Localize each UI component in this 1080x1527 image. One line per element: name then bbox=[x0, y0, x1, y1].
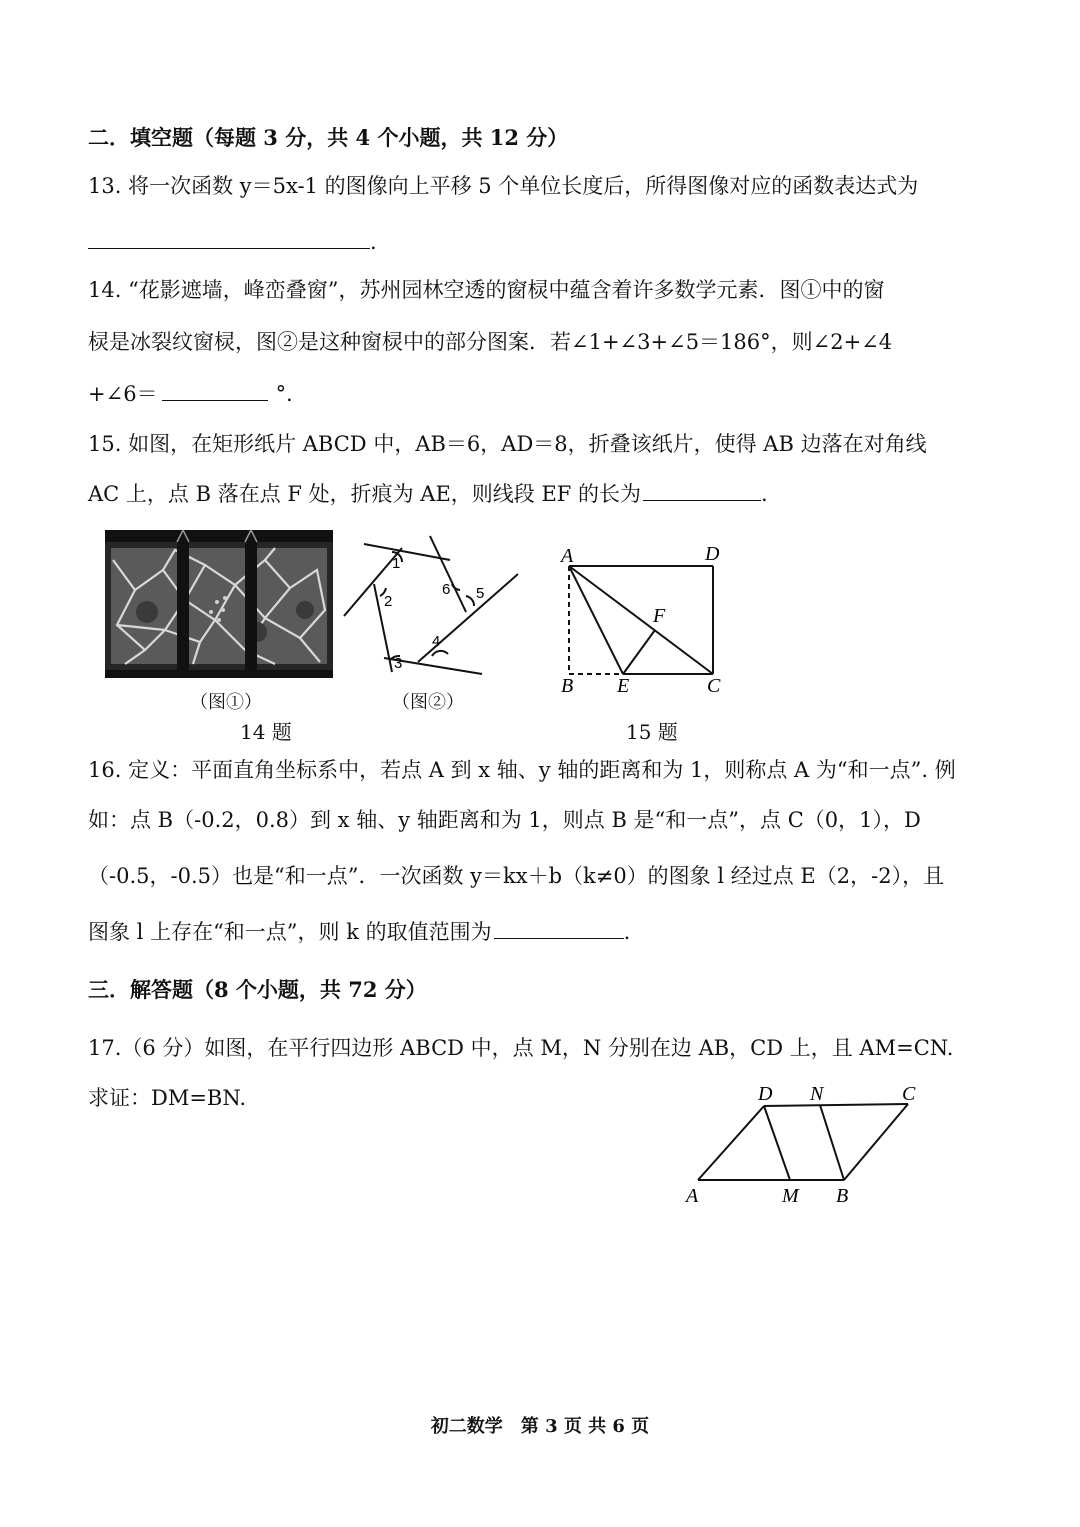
section-fill-in-heading: 二．填空题（每题 3 分，共 4 个小题，共 12 分） bbox=[88, 125, 569, 150]
fig15-label-C: C bbox=[707, 675, 721, 697]
fig15-label-B: B bbox=[561, 675, 574, 697]
q17-text-line1: 17.（6 分）如图，在平行四边形 ABCD 中，点 M，N 分别在边 AB，CD 上，且 AM=CN. bbox=[88, 1036, 954, 1060]
q14-answer-row bbox=[88, 380, 307, 408]
q13-answer-row bbox=[88, 228, 377, 256]
fig1-caption: （图①） bbox=[190, 692, 262, 713]
q14-degree: °． bbox=[275, 382, 308, 406]
fig15-label-E: E bbox=[617, 675, 630, 697]
fig15-label-D: D bbox=[705, 543, 720, 565]
fig17-label-B: B bbox=[836, 1185, 849, 1207]
fig2-caption: （图②） bbox=[392, 692, 464, 713]
q15-text-line1: 15. 如图，在矩形纸片 ABCD 中，AB＝6，AD＝8，折叠该纸片，使得 AB 边落在对角线 bbox=[88, 432, 927, 456]
fig2-label-4: 4 bbox=[432, 633, 441, 650]
q15-period: . bbox=[761, 482, 768, 506]
fig15-rectangle-diagram bbox=[555, 540, 735, 697]
section-answer-heading: 三．解答题（8 个小题，共 72 分） bbox=[88, 977, 427, 1002]
q15-answer-row bbox=[88, 480, 768, 508]
window-lattice-photo bbox=[105, 530, 333, 678]
q14-figure-caption: 14 题 bbox=[240, 720, 292, 744]
fig2-label-1: 1 bbox=[392, 555, 401, 572]
q16-answer-row bbox=[88, 918, 630, 946]
q16-text-line4: 图象 l 上存在“和一点”，则 k 的取值范围为 bbox=[88, 920, 492, 944]
q13-period: . bbox=[370, 230, 377, 254]
fig17-label-A: A bbox=[686, 1185, 699, 1207]
q16-text-line2: 如：点 B（-0.2，0.8）到 x 轴、y 轴距离和为 1，则点 B 是“和一点”，点 C（0，1），D bbox=[88, 808, 921, 832]
q14-text-line2: 棂是冰裂纹窗棂，图②是这种窗棂中的部分图案．若∠1+∠3+∠5＝186°，则∠2+∠4 bbox=[88, 330, 893, 354]
fig17-label-M: M bbox=[782, 1185, 799, 1207]
page-footer: 初二数学 第 3 页 共 6 页 bbox=[430, 1416, 650, 1437]
q14-prefix: +∠6＝ bbox=[88, 382, 158, 406]
q15-figure-caption: 15 题 bbox=[626, 720, 678, 744]
q16-answer-blank[interactable] bbox=[494, 918, 624, 939]
q14-text-line1: 14. “花影遮墙，峰峦叠窗”，苏州园林空透的窗棂中蕴含着许多数学元素．图①中的窗 bbox=[88, 278, 885, 302]
fig17-parallelogram-diagram bbox=[680, 1078, 920, 1208]
fig17-label-N: N bbox=[810, 1083, 824, 1105]
fig15-label-A: A bbox=[561, 545, 574, 567]
q14-answer-blank[interactable] bbox=[162, 380, 268, 401]
q15-answer-blank[interactable] bbox=[643, 480, 761, 501]
fig2-label-6: 6 bbox=[442, 581, 451, 598]
fig2-label-5: 5 bbox=[476, 585, 485, 602]
q16-text-line1: 16. 定义：平面直角坐标系中，若点 A 到 x 轴、y 轴的距离和为 1，则称点 A 为“和一点”. 例 bbox=[88, 758, 956, 782]
q16-text-line3: （-0.5，-0.5）也是“和一点”．一次函数 y＝kx＋b（k≠0）的图象 l 经过点 E（2，-2），且 bbox=[88, 864, 945, 888]
fig2-line-upper-right bbox=[430, 536, 466, 612]
fig2-label-2: 2 bbox=[384, 593, 393, 610]
q17-text-line2: 求证：DM=BN. bbox=[88, 1086, 247, 1110]
lattice-pattern bbox=[105, 530, 333, 678]
fig15-label-F: F bbox=[653, 605, 666, 627]
q15-text-line2: AC 上，点 B 落在点 F 处，折痕为 AE，则线段 EF 的长为 bbox=[88, 482, 642, 506]
q13-answer-blank[interactable] bbox=[88, 228, 370, 249]
q16-period: . bbox=[623, 920, 631, 944]
fig2-angle-diagram bbox=[340, 536, 530, 686]
q13-text: 13. 将一次函数 y＝5x-1 的图像向上平移 5 个单位长度后，所得图像对应的函数表达式为 bbox=[88, 174, 919, 198]
fig2-label-3: 3 bbox=[394, 655, 403, 672]
fig17-label-C: C bbox=[902, 1083, 916, 1105]
fig17-label-D: D bbox=[758, 1083, 773, 1105]
